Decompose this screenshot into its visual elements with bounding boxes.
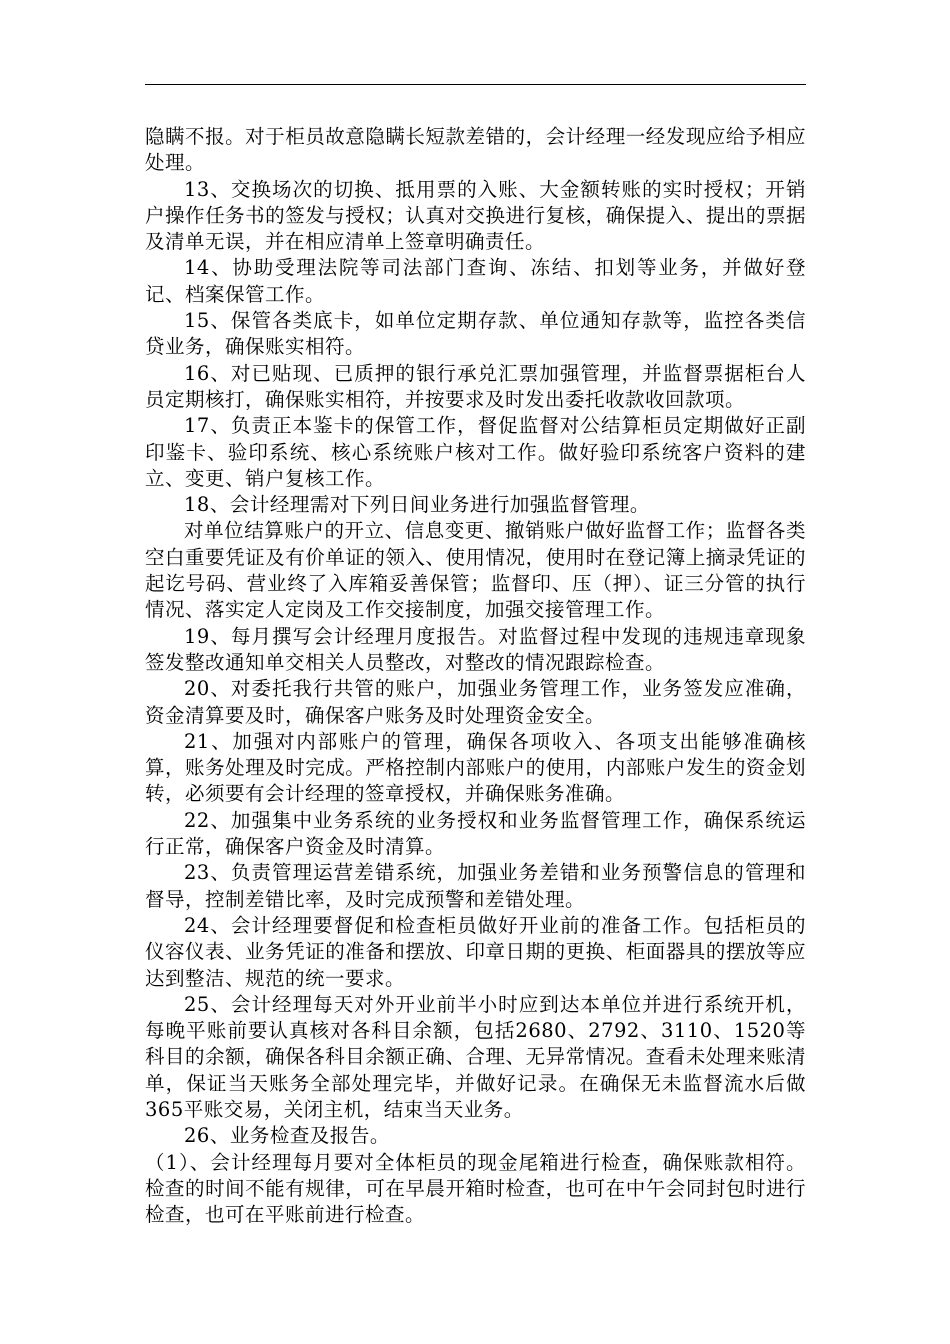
header-rule xyxy=(145,84,806,85)
paragraph: 20、对委托我行共管的账户，加强业务管理工作，业务签发应准确，资金清算要及时，确保客户账务及时处理资金安全。 xyxy=(145,677,806,727)
paragraph: 18、会计经理需对下列日间业务进行加强监督管理。 xyxy=(184,493,650,517)
paragraph: 15、保管各类底卡，如单位定期存款、单位通知存款等，监控各类信贷业务，确保账实相符。 xyxy=(145,309,806,359)
paragraph: 14、协助受理法院等司法部门查询、冻结、扣划等业务，并做好登记、档案保管工作。 xyxy=(145,256,806,306)
paragraph: 17、负责正本鉴卡的保管工作，督促监督对公结算柜员定期做好正副印鉴卡、验印系统、核心系统账户核对工作。做好验印系统客户资料的建立、变更、销户复核工作。 xyxy=(145,414,806,490)
paragraph: 隐瞒不报。对于柜员故意隐瞒长短款差错的，会计经理一经发现应给予相应处理。 xyxy=(145,125,806,175)
paragraph: 13、交换场次的切换、抵用票的入账、大金额转账的实时授权；开销户操作任务书的签发与授权；认真对交换进行复核，确保提入、提出的票据及清单无误，并在相应清单上签章明确责任。 xyxy=(145,177,806,254)
paragraph: 23、负责管理运营差错系统，加强业务差错和业务预警信息的管理和督导，控制差错比率，及时完成预警和差错处理。 xyxy=(145,861,806,911)
paragraph: 16、对已贴现、已质押的银行承兑汇票加强管理，并监督票据柜台人员定期核打，确保账实相符，并按要求及时发出委托收款收回款项。 xyxy=(145,361,806,411)
paragraph: 22、加强集中业务系统的业务授权和业务监督管理工作，确保系统运行正常，确保客户资金及时清算。 xyxy=(145,808,806,859)
paragraph: 24、会计经理要督促和检查柜员做好开业前的准备工作。包括柜员的仪容仪表、业务凭证的准备和摆放、印章日期的更换、柜面器具的摆放等应达到整洁、规范的统一要求。 xyxy=(145,913,806,990)
paragraph: 26、业务检查及报告。 xyxy=(184,1124,390,1148)
paragraph: 19、每月撰写会计经理月度报告。对监督过程中发现的违规违章现象签发整改通知单交相关人员整改，对整改的情况跟踪检查。 xyxy=(145,624,806,674)
paragraph: 21、加强对内部账户的管理，确保各项收入、各项支出能够准确核算，账务处理及时完成。严格控制内部账户的使用，内部账户发生的资金划转，必须要有会计经理的签章授权，并确保账务准确。 xyxy=(145,729,806,806)
paragraph: 25、会计经理每天对外开业前半小时应到达本单位并进行系统开机，每晚平账前要认真核对各科目余额，包括2680、2792、3110、1520等科目的余额，确保各科目余额正确、合理、无异常情况。查看未处理来账清单，保证当天账务全部处理完毕，并做好记录。在确保无未监督流水后做365平账交易，关闭主机，结束当天业务。 xyxy=(145,992,806,1121)
document-body xyxy=(145,124,806,1228)
paragraph: 对单位结算账户的开立、信息变更、撤销账户做好监督工作；监督各类空白重要凭证及有价单证的领入、使用情况，使用时在登记簿上摘录凭证的起讫号码、营业终了入库箱妥善保管；监督印、压（押）、证三分管的执行情况、落实定人定岗及工作交接制度，加强交接管理工作。 xyxy=(145,519,806,622)
paragraph: （1）、会计经理每月要对全体柜员的现金尾箱进行检查，确保账款相符。检查的时间不能有规律，可在早晨开箱时检查，也可在中午会同封包时进行检查，也可在平账前进行检查。 xyxy=(145,1150,806,1227)
